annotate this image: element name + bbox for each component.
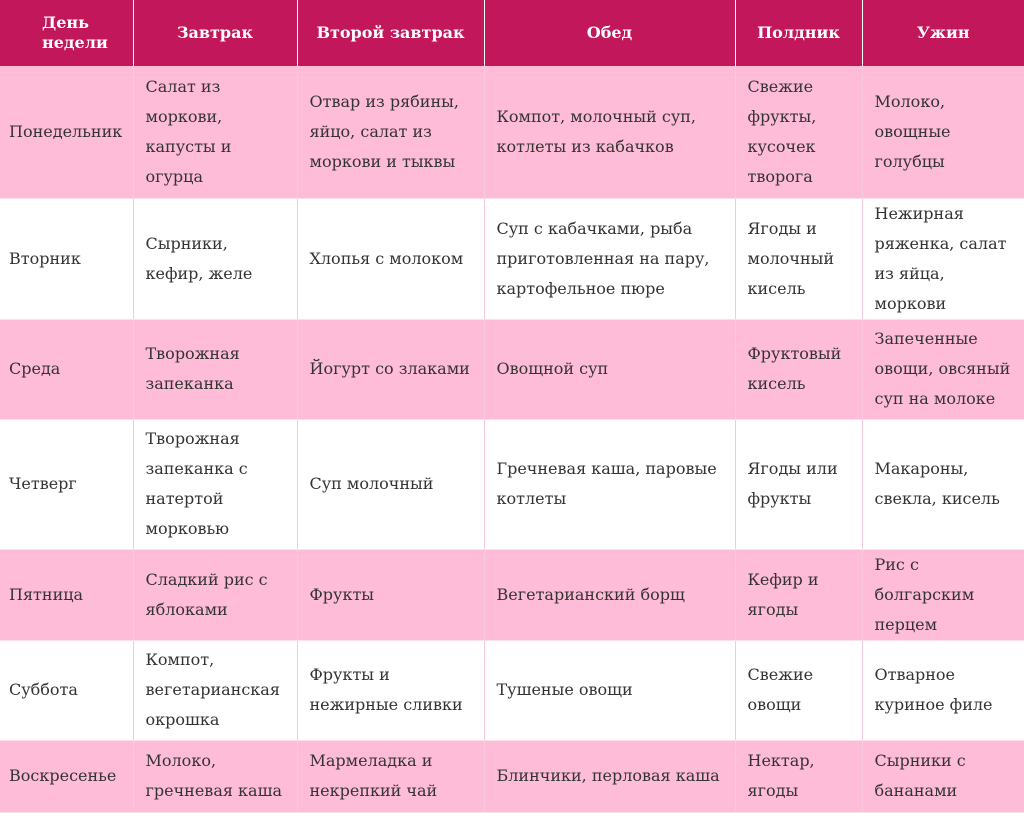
dinner-cell: Молоко, овощные голубцы	[862, 66, 1024, 198]
second-breakfast-cell: Суп молочный	[297, 419, 484, 549]
breakfast-cell: Творожная запеканка	[133, 319, 297, 419]
table-row	[0, 640, 1024, 740]
day-cell: Воскресенье	[0, 740, 133, 812]
day-cell: Понедельник	[0, 66, 133, 198]
dinner-cell: Рис с болгарским перцем	[862, 549, 1024, 640]
snack-cell: Свежие фрукты, кусочек творога	[735, 66, 862, 198]
lunch-cell: Блинчики, перловая каша	[484, 740, 735, 812]
snack-cell: Фруктовый кисель	[735, 319, 862, 419]
second-breakfast-cell: Йогурт со злаками	[297, 319, 484, 419]
snack-cell: Ягоды и молочный кисель	[735, 198, 862, 319]
snack-cell: Ягоды или фрукты	[735, 419, 862, 549]
header-dinner: Ужин	[862, 0, 1024, 66]
second-breakfast-cell: Мармеладка и некрепкий чай	[297, 740, 484, 812]
second-breakfast-cell: Отвар из рябины, яйцо, салат из моркови и тыквы	[297, 66, 484, 198]
table-row	[0, 549, 1024, 640]
table-row	[0, 319, 1024, 419]
day-cell: Вторник	[0, 198, 133, 319]
day-cell: Среда	[0, 319, 133, 419]
lunch-cell: Суп с кабачками, рыба приготовленная на пару, картофельное пюре	[484, 198, 735, 319]
day-cell: Четверг	[0, 419, 133, 549]
breakfast-cell: Сырники, кефир, желе	[133, 198, 297, 319]
lunch-cell: Вегетарианский борщ	[484, 549, 735, 640]
lunch-cell: Овощной суп	[484, 319, 735, 419]
header-row	[0, 0, 1024, 66]
breakfast-cell: Сладкий рис с яблоками	[133, 549, 297, 640]
breakfast-cell: Салат из моркови, капусты и огурца	[133, 66, 297, 198]
lunch-cell: Компот, молочный суп, котлеты из кабачков	[484, 66, 735, 198]
day-cell: Суббота	[0, 640, 133, 740]
lunch-cell: Тушеные овощи	[484, 640, 735, 740]
table-row	[0, 740, 1024, 812]
dinner-cell: Запеченные овощи, овсяный суп на молоке	[862, 319, 1024, 419]
table-row	[0, 66, 1024, 198]
second-breakfast-cell: Фрукты	[297, 549, 484, 640]
table-row	[0, 198, 1024, 319]
header-breakfast: Завтрак	[133, 0, 297, 66]
second-breakfast-cell: Фрукты и нежирные сливки	[297, 640, 484, 740]
dinner-cell: Отварное куриное филе	[862, 640, 1024, 740]
header-lunch: Обед	[484, 0, 735, 66]
breakfast-cell: Молоко, гречневая каша	[133, 740, 297, 812]
second-breakfast-cell: Хлопья с молоком	[297, 198, 484, 319]
dinner-cell: Макароны, свекла, кисель	[862, 419, 1024, 549]
header-day: День недели	[0, 0, 133, 66]
breakfast-cell: Компот, вегетарианская окрошка	[133, 640, 297, 740]
dinner-cell: Нежирная ряженка, салат из яйца, моркови	[862, 198, 1024, 319]
breakfast-cell: Творожная запеканка с натертой морковью	[133, 419, 297, 549]
table-row	[0, 419, 1024, 549]
snack-cell: Кефир и ягоды	[735, 549, 862, 640]
dinner-cell: Сырники с бананами	[862, 740, 1024, 812]
header-snack: Полдник	[735, 0, 862, 66]
day-cell: Пятница	[0, 549, 133, 640]
lunch-cell: Гречневая каша, паровые котлеты	[484, 419, 735, 549]
snack-cell: Свежие овощи	[735, 640, 862, 740]
snack-cell: Нектар, ягоды	[735, 740, 862, 812]
header-second-breakfast: Второй завтрак	[297, 0, 484, 66]
